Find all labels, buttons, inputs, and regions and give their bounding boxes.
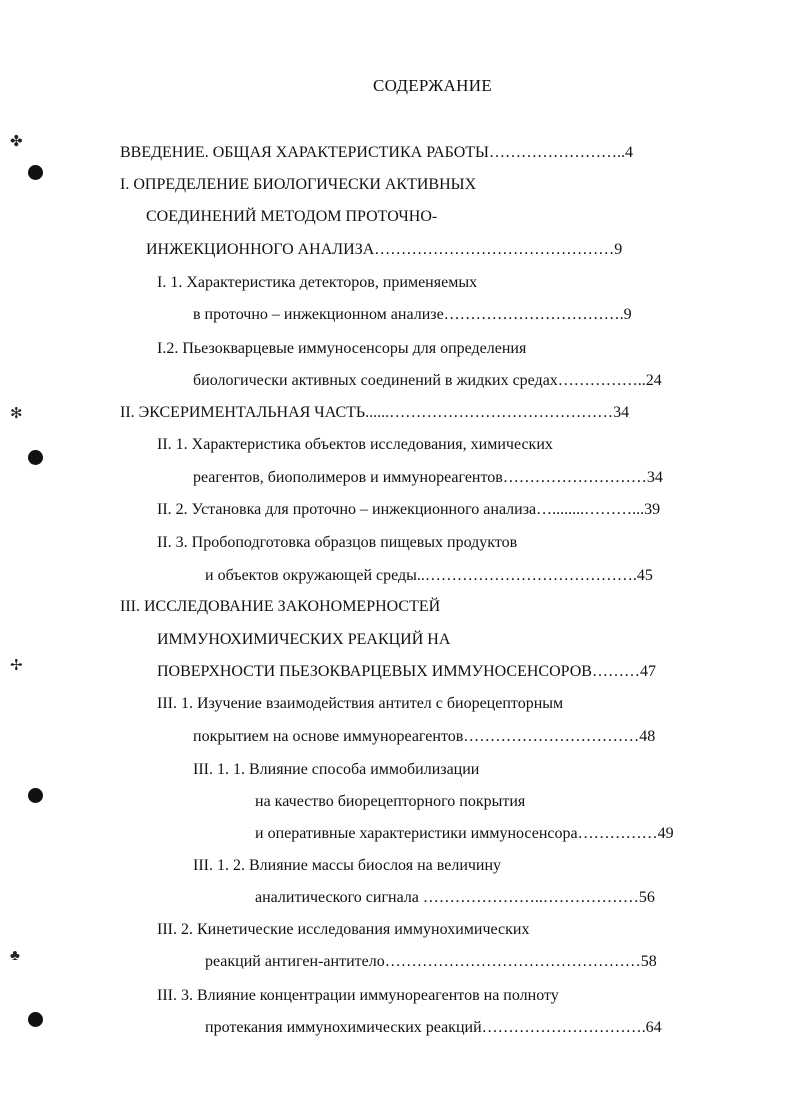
binder-hole-icon — [28, 450, 43, 465]
toc-entry-section-cont: протекания иммунохимических реакций………………………….64 — [205, 1019, 662, 1036]
toc-entry-chapter-3-cont: ИММУНОХИМИЧЕСКИХ РЕАКЦИЙ НА — [157, 631, 451, 648]
toc-entry-subsection: III. 1. 2. Влияние массы биослоя на величину — [193, 857, 502, 874]
toc-entry-section-cont: в проточно – инжекционном анализе…………………………….9 — [193, 306, 632, 323]
binder-hole-icon — [28, 1012, 43, 1027]
scan-mark-icon: ✤ — [10, 134, 23, 150]
toc-entry-chapter-3-cont: ПОВЕРХНОСТИ ПЬЕЗОКВАРЦЕВЫХ ИММУНОСЕНСОРОВ………47 — [157, 663, 656, 680]
scan-mark-icon: ♣ — [10, 948, 20, 964]
toc-entry-subsection-cont: на качество биорецепторного покрытия — [255, 793, 526, 810]
scan-mark-icon: ✢ — [10, 658, 23, 674]
toc-entry-subsection: III. 1. 1. Влияние способа иммобилизации — [193, 761, 480, 778]
toc-entry-section: I. 1. Характеристика детекторов, применяемых — [157, 274, 478, 291]
toc-entry-chapter-1: I. ОПРЕДЕЛЕНИЕ БИОЛОГИЧЕСКИ АКТИВНЫХ — [120, 176, 477, 193]
toc-entry-section-cont: биологически активных соединений в жидких средах……………..24 — [193, 372, 662, 389]
binder-hole-icon — [28, 165, 43, 180]
toc-entry-section: I.2. Пьезокварцевые иммуносенсоры для определения — [157, 340, 527, 357]
scan-mark-icon: ✻ — [10, 406, 23, 422]
toc-entry-section: II. 1. Характеристика объектов исследования, химических — [157, 436, 553, 453]
page-title: СОДЕРЖАНИЕ — [372, 76, 493, 95]
toc-entry-subsection-cont: аналитического сигнала …………………..………………56 — [255, 889, 655, 906]
toc-entry-section-cont: реакций антиген-антитело…………………………………………58 — [205, 953, 657, 970]
toc-entry-chapter-2: II. ЭКСЕРИМЕНТАЛЬНАЯ ЧАСТЬ......……………………………………34 — [120, 404, 630, 421]
toc-entry-section-cont: и объектов окружающей среды..………………………………….45 — [205, 567, 653, 584]
toc-entry-subsection-cont: и оперативные характеристики иммуносенсора……………49 — [255, 825, 674, 842]
toc-entry-section: III. 2. Кинетические исследования иммунохимических — [157, 921, 530, 938]
toc-entry-chapter-1-cont: СОЕДИНЕНИЙ МЕТОДОМ ПРОТОЧНО- — [146, 208, 438, 225]
binder-hole-icon — [28, 788, 43, 803]
toc-entry-section: II. 2. Установка для проточно – инжекционного анализа…........………...39 — [157, 501, 661, 518]
toc-entry-section-cont: реагентов, биополимеров и иммунореагентов………………………34 — [193, 469, 663, 486]
toc-entry-chapter-1-cont: ИНЖЕКЦИОННОГО АНАЛИЗА………………………………………9 — [146, 241, 623, 258]
toc-entry-introduction: ВВЕДЕНИЕ. ОБЩАЯ ХАРАКТЕРИСТИКА РАБОТЫ……………………..4 — [120, 144, 633, 161]
toc-entry-chapter-3: III. ИССЛЕДОВАНИЕ ЗАКОНОМЕРНОСТЕЙ — [120, 598, 441, 615]
toc-entry-section: III. 3. Влияние концентрации иммунореагентов на полноту — [157, 987, 559, 1004]
toc-entry-section: II. 3. Пробоподготовка образцов пищевых продуктов — [157, 534, 518, 551]
toc-entry-section-cont: покрытием на основе иммунореагентов……………………………48 — [193, 728, 656, 745]
toc-entry-section: III. 1. Изучение взаимодействия антител с биорецепторным — [157, 695, 564, 712]
